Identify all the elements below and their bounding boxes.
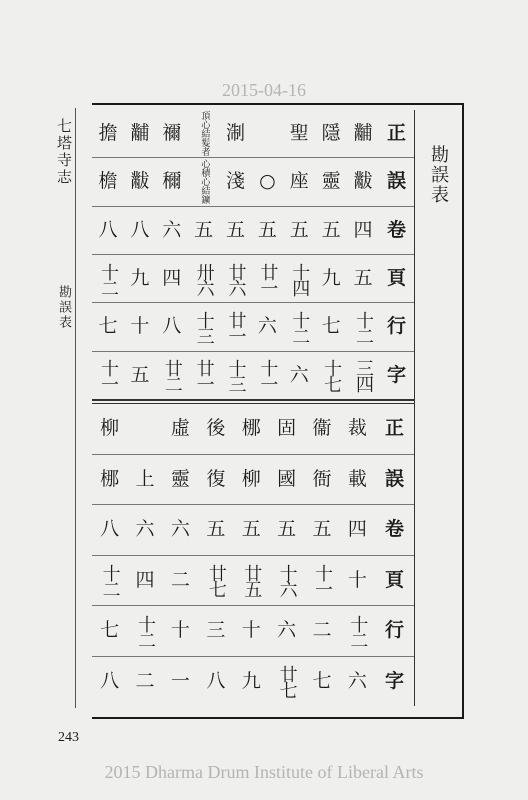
errata-cell: 五 [353, 267, 373, 290]
errata-cell: 五 [241, 518, 261, 541]
errata-cell: 五 [257, 218, 277, 241]
errata-cell: 四 [353, 218, 373, 241]
errata-cell: 後 [206, 417, 226, 440]
title-column-rule [414, 110, 415, 706]
errata-cell: 固 [277, 417, 297, 440]
errata-cell: 五 [289, 218, 309, 241]
errata-cell: 二 [170, 568, 190, 591]
errata-cell: 廿一 [257, 262, 279, 295]
errata-cell: 穪 [162, 170, 182, 193]
errata-cell: 四 [135, 568, 155, 591]
field-row [92, 158, 414, 206]
errata-cell: 廿五 [241, 564, 263, 597]
errata-cell: 十 [241, 619, 261, 642]
field-row [92, 207, 414, 255]
errata-cell: 衞 [312, 417, 332, 440]
errata-cell: 四 [347, 518, 367, 541]
errata-cell: 八 [100, 669, 120, 692]
errata-cell: 黼 [130, 122, 150, 145]
errata-cell: 六 [170, 518, 190, 541]
errata-cell: 六 [347, 669, 367, 692]
errata-cell: 六 [289, 363, 309, 386]
errata-cell: 廿七 [276, 665, 298, 698]
errata-cell: 十二 [135, 614, 157, 647]
errata-cell: 八 [206, 669, 226, 692]
errata-cell: 六 [277, 619, 297, 642]
field-row [92, 556, 414, 607]
field-row [92, 303, 414, 351]
errata-cell: 十二 [99, 564, 121, 597]
errata-table-2 [92, 404, 414, 706]
errata-cell: 十三 [225, 359, 247, 392]
errata-cell: 六 [135, 518, 155, 541]
field-header: 頁 [386, 267, 406, 290]
field-row [92, 455, 414, 506]
field-header: 卷 [385, 518, 405, 541]
errata-cell: 心積心結鑛 [199, 159, 210, 205]
errata-cell: 五 [194, 218, 214, 241]
errata-cell: 十二 [289, 310, 311, 343]
errata-cell: 五 [312, 518, 332, 541]
errata-cell: 廿一 [225, 310, 247, 343]
errata-cell: 十四 [289, 262, 311, 295]
errata-cell: 聖 [289, 122, 309, 145]
errata-cell: 黻 [353, 170, 373, 193]
errata-cell: 淺 [225, 170, 245, 193]
errata-cell: 十六 [276, 564, 298, 597]
errata-cell: 廿一 [193, 359, 215, 392]
date-watermark: 2015-04-16 [222, 80, 306, 100]
institute-watermark: 2015 Dharma Drum Institute of Liberal Arts [104, 762, 424, 782]
errata-cell: 裁 [347, 417, 367, 440]
errata-cell: 八 [98, 218, 118, 241]
errata-cell: 七 [100, 619, 120, 642]
errata-cell: 十一 [98, 359, 119, 392]
field-header: 行 [386, 315, 406, 338]
errata-cell: 梛 [241, 417, 261, 440]
errata-cell: 八 [100, 518, 120, 541]
errata-cell [251, 110, 283, 157]
field-header: 卷 [386, 218, 406, 241]
errata-cell: 黻 [130, 170, 150, 193]
field-row [92, 606, 414, 657]
errata-cell: 九 [241, 669, 261, 692]
errata-cell: 八 [162, 315, 182, 338]
errata-cell: 廿六 [225, 262, 247, 295]
errata-cell: 四 [162, 267, 182, 290]
errata-cell: 二 [312, 619, 332, 642]
field-header: 誤 [386, 170, 406, 193]
errata-cell: 廿二 [161, 359, 183, 392]
errata-cell: 五 [277, 518, 297, 541]
field-header: 行 [385, 619, 405, 642]
errata-cell: 復 [206, 467, 226, 490]
errata-cell: 淛 [225, 122, 245, 145]
errata-cell: 九 [321, 267, 341, 290]
field-header: 字 [385, 669, 405, 692]
errata-cell: 十 [130, 315, 150, 338]
errata-cell: 國 [277, 467, 297, 490]
errata-cell: 梛 [100, 467, 120, 490]
errata-cell: 黼 [353, 122, 373, 145]
errata-cell [127, 404, 162, 454]
errata-cell: 禰 [162, 122, 182, 145]
errata-cell: 五 [225, 218, 245, 241]
field-row [92, 505, 414, 556]
field-row [92, 657, 414, 707]
errata-cell: 衙 [312, 467, 332, 490]
errata-cell: 十二 [347, 614, 369, 647]
errata-cell: 卅六 [193, 262, 215, 295]
errata-cell: 頂心結髮者 [199, 111, 210, 157]
field-row [92, 255, 414, 303]
errata-cell: 虛 [170, 417, 190, 440]
errata-cell: 一 [170, 669, 190, 692]
errata-cell: 五 [130, 363, 150, 386]
errata-cell: 十二 [98, 262, 119, 295]
margin-rule [75, 108, 76, 708]
errata-cell: 座 [289, 170, 309, 193]
errata-cell: 柳 [241, 467, 261, 490]
errata-cell: 靈 [321, 170, 341, 193]
errata-cell: 隱 [321, 122, 341, 145]
errata-cell: 九 [130, 267, 150, 290]
field-header: 正 [386, 122, 406, 145]
errata-cell: ○ [259, 170, 276, 193]
table-title: 勘誤表 [428, 145, 449, 205]
errata-cell: 十一 [312, 564, 333, 597]
errata-cell: 六 [257, 315, 277, 338]
field-row [92, 404, 414, 455]
errata-cell: 七 [312, 669, 332, 692]
errata-cell: 二 [135, 669, 155, 692]
field-header: 正 [385, 417, 405, 440]
book-title-margin: 七塔寺志 [55, 118, 73, 186]
errata-cell: 三 [206, 619, 226, 642]
errata-cell: 擔 [98, 122, 118, 145]
page-number: 243 [58, 730, 79, 745]
errata-cell: 靈 [170, 467, 190, 490]
errata-cell: 六 [162, 218, 182, 241]
errata-cell: 十二 [353, 310, 374, 343]
field-row [92, 110, 414, 158]
errata-cell: 三四 [353, 359, 374, 392]
errata-cell: 十 [170, 619, 190, 642]
errata-cell: 載 [347, 467, 367, 490]
errata-cell: 檐 [98, 170, 118, 193]
errata-cell: 廿七 [205, 564, 227, 597]
errata-cell: 七 [321, 315, 341, 338]
errata-cell: 五 [321, 218, 341, 241]
errata-cell: 十一 [257, 359, 279, 392]
errata-cell: 柳 [100, 417, 120, 440]
errata-cell: 十七 [321, 359, 343, 392]
errata-table-1 [92, 110, 414, 399]
errata-cell: 十三 [193, 310, 215, 343]
errata-cell: 上 [135, 467, 155, 490]
errata-cell: 七 [98, 315, 118, 338]
field-row [92, 352, 414, 399]
field-header: 誤 [385, 467, 405, 490]
section-title-margin: 勘誤表 [56, 285, 71, 330]
errata-cell: 五 [206, 518, 226, 541]
field-header: 字 [386, 363, 406, 386]
field-header: 頁 [385, 568, 405, 591]
errata-cell: 八 [130, 218, 150, 241]
errata-cell: 十 [347, 568, 367, 591]
